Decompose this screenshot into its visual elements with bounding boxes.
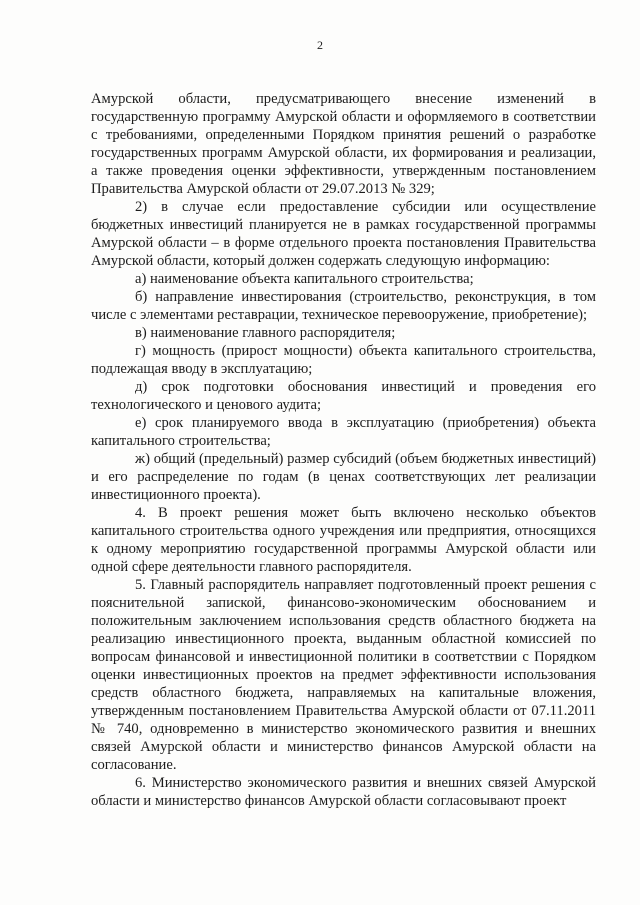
paragraph-section-6: 6. Министерство экономического развития и внешних связей Амурской области и министерство финансов Амурской области согласовывают проект (91, 775, 596, 809)
paragraph-subitem-d: д) срок подготовки обоснования инвестиций и проведения его технологического и ценового аудита; (91, 379, 596, 413)
paragraph-subitem-v: в) наименование главного распорядителя; (135, 325, 396, 341)
paragraph-item-2: 2) в случае если предоставление субсидии или осуществление бюджетных инвестиций планируется не в рамках государственной программы Амурской области – в форме отдельного проекта постановления Правительства Амурской области, который должен содержать следующую информацию: (91, 199, 596, 269)
paragraph-section-5: 5. Главный распорядитель направляет подготовленный проект решения с пояснительной запиской, финансово-экономическим обоснованием и положительным заключением использования средств областного бюджета на реализацию инвестиционного проекта, выданным областной комиссией по вопросам финансовой и инвестиционной политики в соответствии с Порядком оценки инвестиционных проектов на предмет эффективности использования средств областного бюджета, направляемых на капитальные вложения, утвержденным постановлением Правительства Амурской области от 07.11.2011 № 740, одновременно в министерство экономического развития и внешних связей Амурской области и министерство финансов Амурской области на согласование. (91, 577, 596, 773)
paragraph-subitem-b: б) направление инвестирования (строительство, реконструкция, в том числе с элементами реставрации, техническое перевооружение, приобретение); (91, 289, 596, 323)
page-number: 2 (317, 38, 323, 52)
paragraph-subitem-zh: ж) общий (предельный) размер субсидий (объем бюджетных инвестиций) и его распределение по годам (в ценах соответствующих лет реализации инвестиционного проекта). (91, 451, 596, 503)
paragraph-subitem-a: а) наименование объекта капитального строительства; (135, 271, 474, 287)
paragraph-continuation: Амурской области, предусматривающего внесение изменений в государственную программу Амурской области и оформляемого в соответствии с требованиями, определенными Порядком принятия решений о разработке государственных программ Амурской области, их формирования и реализации, а также проведения оценки эффективности, утвержденным постановлением Правительства Амурской области от 29.07.2013 № 329; (91, 91, 596, 197)
paragraph-subitem-g: г) мощность (прирост мощности) объекта капитального строительства, подлежащая вводу в эксплуатацию; (91, 343, 596, 377)
paragraph-subitem-e: е) срок планируемого ввода в эксплуатацию (приобретения) объекта капитального строительства; (91, 415, 596, 449)
document-body (91, 90, 596, 810)
paragraph-section-4: 4. В проект решения может быть включено несколько объектов капитального строительства одного учреждения или предприятия, относящихся к одному мероприятию государственной программы Амурской области или одной сфере деятельности главного распорядителя. (91, 505, 596, 575)
